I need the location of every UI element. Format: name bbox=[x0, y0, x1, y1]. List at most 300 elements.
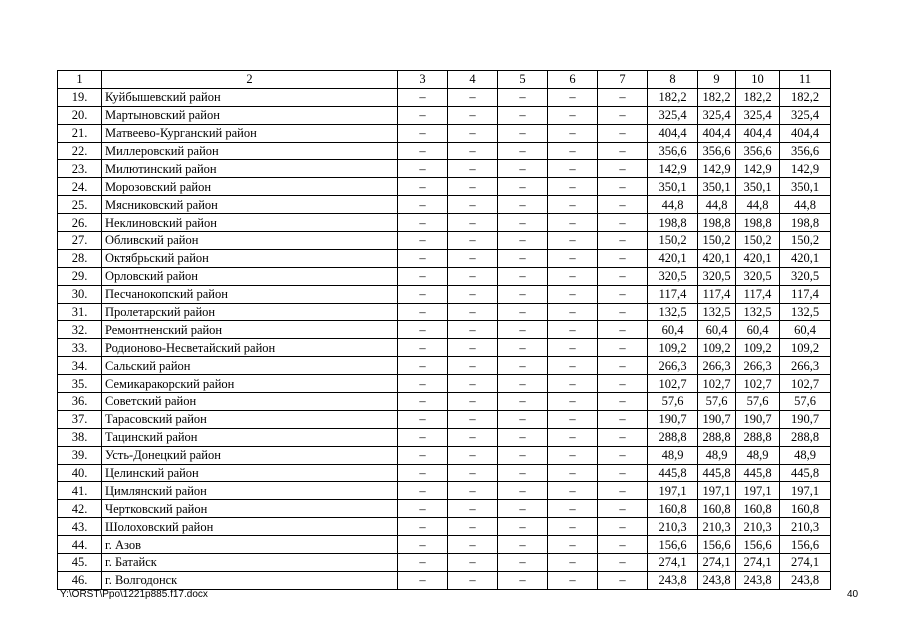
value-cell: 117,4 bbox=[648, 285, 698, 303]
value-cell: – bbox=[498, 410, 548, 428]
value-cell: – bbox=[398, 88, 448, 106]
value-cell: – bbox=[498, 571, 548, 589]
value-cell: – bbox=[548, 339, 598, 357]
value-cell: – bbox=[598, 571, 648, 589]
value-cell: – bbox=[498, 267, 548, 285]
district-name-cell: Мартыновский район bbox=[102, 106, 398, 124]
value-cell: 288,8 bbox=[736, 428, 780, 446]
value-cell: 210,3 bbox=[736, 518, 780, 536]
district-name-cell: Советский район bbox=[102, 393, 398, 411]
value-cell: – bbox=[498, 554, 548, 572]
value-cell: – bbox=[548, 249, 598, 267]
table-row bbox=[58, 285, 831, 303]
value-cell: – bbox=[498, 464, 548, 482]
value-cell: 350,1 bbox=[698, 178, 736, 196]
row-number-cell: 33. bbox=[58, 339, 102, 357]
value-cell: – bbox=[598, 232, 648, 250]
row-number-cell: 38. bbox=[58, 428, 102, 446]
value-cell: 197,1 bbox=[780, 482, 831, 500]
district-name-cell: Милютинский район bbox=[102, 160, 398, 178]
value-cell: 160,8 bbox=[648, 500, 698, 518]
district-name-cell: Ремонтненский район bbox=[102, 321, 398, 339]
value-cell: 182,2 bbox=[648, 88, 698, 106]
value-cell: – bbox=[548, 106, 598, 124]
value-cell: 198,8 bbox=[736, 214, 780, 232]
value-cell: 266,3 bbox=[780, 357, 831, 375]
value-cell: – bbox=[598, 285, 648, 303]
value-cell: – bbox=[448, 446, 498, 464]
value-cell: – bbox=[498, 536, 548, 554]
value-cell: 445,8 bbox=[648, 464, 698, 482]
row-number-cell: 46. bbox=[58, 571, 102, 589]
value-cell: – bbox=[398, 500, 448, 518]
value-cell: – bbox=[448, 393, 498, 411]
value-cell: – bbox=[398, 321, 448, 339]
value-cell: 210,3 bbox=[648, 518, 698, 536]
table-row bbox=[58, 554, 831, 572]
page-number: 40 bbox=[847, 589, 859, 600]
value-cell: 117,4 bbox=[736, 285, 780, 303]
value-cell: – bbox=[598, 106, 648, 124]
value-cell: – bbox=[498, 357, 548, 375]
column-header: 11 bbox=[780, 71, 831, 89]
table-row bbox=[58, 464, 831, 482]
row-number-cell: 34. bbox=[58, 357, 102, 375]
value-cell: – bbox=[598, 249, 648, 267]
row-number-cell: 45. bbox=[58, 554, 102, 572]
value-cell: – bbox=[398, 106, 448, 124]
district-name-cell: г. Волгодонск bbox=[102, 571, 398, 589]
value-cell: 274,1 bbox=[780, 554, 831, 572]
value-cell: 320,5 bbox=[780, 267, 831, 285]
column-header: 9 bbox=[698, 71, 736, 89]
value-cell: – bbox=[398, 196, 448, 214]
value-cell: – bbox=[398, 285, 448, 303]
value-cell: – bbox=[448, 375, 498, 393]
district-name-cell: Семикаракорский район bbox=[102, 375, 398, 393]
value-cell: 102,7 bbox=[780, 375, 831, 393]
value-cell: – bbox=[498, 124, 548, 142]
value-cell: – bbox=[398, 410, 448, 428]
value-cell: – bbox=[498, 285, 548, 303]
value-cell: – bbox=[598, 339, 648, 357]
value-cell: – bbox=[548, 446, 598, 464]
value-cell: 198,8 bbox=[648, 214, 698, 232]
value-cell: 420,1 bbox=[698, 249, 736, 267]
value-cell: – bbox=[548, 232, 598, 250]
table-row bbox=[58, 500, 831, 518]
value-cell: 288,8 bbox=[698, 428, 736, 446]
value-cell: 190,7 bbox=[698, 410, 736, 428]
table-row bbox=[58, 536, 831, 554]
value-cell: 274,1 bbox=[648, 554, 698, 572]
value-cell: – bbox=[548, 178, 598, 196]
value-cell: 60,4 bbox=[698, 321, 736, 339]
value-cell: – bbox=[548, 482, 598, 500]
value-cell: – bbox=[398, 339, 448, 357]
value-cell: – bbox=[498, 500, 548, 518]
row-number-cell: 30. bbox=[58, 285, 102, 303]
district-name-cell: Сальский район bbox=[102, 357, 398, 375]
district-name-cell: Пролетарский район bbox=[102, 303, 398, 321]
value-cell: 266,3 bbox=[648, 357, 698, 375]
value-cell: – bbox=[498, 249, 548, 267]
value-cell: – bbox=[598, 178, 648, 196]
table-row bbox=[58, 321, 831, 339]
value-cell: 102,7 bbox=[736, 375, 780, 393]
value-cell: 156,6 bbox=[648, 536, 698, 554]
value-cell: – bbox=[498, 482, 548, 500]
row-number-cell: 35. bbox=[58, 375, 102, 393]
value-cell: – bbox=[448, 214, 498, 232]
value-cell: 132,5 bbox=[780, 303, 831, 321]
table-row bbox=[58, 142, 831, 160]
row-number-cell: 39. bbox=[58, 446, 102, 464]
value-cell: – bbox=[498, 446, 548, 464]
value-cell: 288,8 bbox=[780, 428, 831, 446]
value-cell: – bbox=[598, 124, 648, 142]
row-number-cell: 27. bbox=[58, 232, 102, 250]
value-cell: – bbox=[598, 357, 648, 375]
value-cell: – bbox=[398, 518, 448, 536]
value-cell: 320,5 bbox=[648, 267, 698, 285]
row-number-cell: 44. bbox=[58, 536, 102, 554]
value-cell: 60,4 bbox=[780, 321, 831, 339]
row-number-cell: 41. bbox=[58, 482, 102, 500]
district-name-cell: Обливский район bbox=[102, 232, 398, 250]
value-cell: – bbox=[448, 536, 498, 554]
value-cell: 150,2 bbox=[698, 232, 736, 250]
value-cell: – bbox=[398, 249, 448, 267]
table-row bbox=[58, 196, 831, 214]
table-row bbox=[58, 518, 831, 536]
value-cell: 57,6 bbox=[698, 393, 736, 411]
value-cell: – bbox=[548, 357, 598, 375]
value-cell: 198,8 bbox=[780, 214, 831, 232]
value-cell: – bbox=[448, 339, 498, 357]
value-cell: 356,6 bbox=[698, 142, 736, 160]
value-cell: 60,4 bbox=[736, 321, 780, 339]
value-cell: 150,2 bbox=[736, 232, 780, 250]
table-row bbox=[58, 375, 831, 393]
value-cell: – bbox=[598, 464, 648, 482]
value-cell: 156,6 bbox=[698, 536, 736, 554]
value-cell: 356,6 bbox=[780, 142, 831, 160]
value-cell: 243,8 bbox=[736, 571, 780, 589]
district-name-cell: Тарасовский район bbox=[102, 410, 398, 428]
value-cell: 60,4 bbox=[648, 321, 698, 339]
value-cell: – bbox=[598, 410, 648, 428]
value-cell: 57,6 bbox=[736, 393, 780, 411]
value-cell: 142,9 bbox=[698, 160, 736, 178]
table-row bbox=[58, 339, 831, 357]
value-cell: – bbox=[598, 375, 648, 393]
table-row bbox=[58, 88, 831, 106]
value-cell: – bbox=[498, 196, 548, 214]
value-cell: – bbox=[498, 339, 548, 357]
value-cell: – bbox=[398, 571, 448, 589]
value-cell: – bbox=[598, 160, 648, 178]
value-cell: – bbox=[448, 160, 498, 178]
value-cell: – bbox=[398, 303, 448, 321]
value-cell: 44,8 bbox=[648, 196, 698, 214]
table-row bbox=[58, 393, 831, 411]
district-name-cell: Морозовский район bbox=[102, 178, 398, 196]
district-name-cell: Мясниковский район bbox=[102, 196, 398, 214]
value-cell: 325,4 bbox=[648, 106, 698, 124]
value-cell: – bbox=[398, 178, 448, 196]
value-cell: – bbox=[548, 554, 598, 572]
value-cell: – bbox=[548, 124, 598, 142]
value-cell: – bbox=[398, 267, 448, 285]
row-number-cell: 26. bbox=[58, 214, 102, 232]
value-cell: – bbox=[598, 536, 648, 554]
value-cell: 350,1 bbox=[736, 178, 780, 196]
value-cell: – bbox=[598, 446, 648, 464]
value-cell: 142,9 bbox=[736, 160, 780, 178]
value-cell: 445,8 bbox=[698, 464, 736, 482]
value-cell: – bbox=[398, 357, 448, 375]
district-name-cell: Куйбышевский район bbox=[102, 88, 398, 106]
value-cell: – bbox=[598, 303, 648, 321]
value-cell: 44,8 bbox=[780, 196, 831, 214]
row-number-cell: 36. bbox=[58, 393, 102, 411]
value-cell: 243,8 bbox=[698, 571, 736, 589]
value-cell: – bbox=[598, 321, 648, 339]
value-cell: 325,4 bbox=[736, 106, 780, 124]
value-cell: – bbox=[498, 88, 548, 106]
value-cell: 197,1 bbox=[698, 482, 736, 500]
value-cell: 445,8 bbox=[736, 464, 780, 482]
value-cell: – bbox=[398, 160, 448, 178]
row-number-cell: 28. bbox=[58, 249, 102, 267]
value-cell: – bbox=[548, 142, 598, 160]
value-cell: – bbox=[548, 214, 598, 232]
value-cell: 266,3 bbox=[736, 357, 780, 375]
value-cell: – bbox=[498, 232, 548, 250]
row-number-cell: 43. bbox=[58, 518, 102, 536]
value-cell: 404,4 bbox=[780, 124, 831, 142]
column-header: 7 bbox=[598, 71, 648, 89]
table-header-row bbox=[58, 71, 831, 89]
value-cell: – bbox=[498, 518, 548, 536]
value-cell: – bbox=[548, 285, 598, 303]
district-name-cell: Тацинский район bbox=[102, 428, 398, 446]
value-cell: 48,9 bbox=[780, 446, 831, 464]
value-cell: – bbox=[398, 554, 448, 572]
value-cell: 132,5 bbox=[648, 303, 698, 321]
value-cell: – bbox=[448, 285, 498, 303]
value-cell: – bbox=[498, 160, 548, 178]
value-cell: 243,8 bbox=[780, 571, 831, 589]
value-cell: 190,7 bbox=[648, 410, 698, 428]
value-cell: – bbox=[548, 518, 598, 536]
district-name-cell: Миллеровский район bbox=[102, 142, 398, 160]
value-cell: 197,1 bbox=[736, 482, 780, 500]
value-cell: 404,4 bbox=[698, 124, 736, 142]
table-row bbox=[58, 267, 831, 285]
value-cell: 117,4 bbox=[698, 285, 736, 303]
value-cell: – bbox=[398, 464, 448, 482]
value-cell: – bbox=[448, 267, 498, 285]
value-cell: – bbox=[498, 178, 548, 196]
table-row bbox=[58, 124, 831, 142]
value-cell: 150,2 bbox=[780, 232, 831, 250]
column-header: 4 bbox=[448, 71, 498, 89]
footer-file-path: Y:\ORST\Ppo\1221p885.f17.docx bbox=[60, 589, 208, 600]
value-cell: – bbox=[498, 106, 548, 124]
value-cell: – bbox=[548, 428, 598, 446]
district-name-cell: Матвеево-Курганский район bbox=[102, 124, 398, 142]
value-cell: 274,1 bbox=[736, 554, 780, 572]
value-cell: 48,9 bbox=[648, 446, 698, 464]
district-name-cell: Неклиновский район bbox=[102, 214, 398, 232]
value-cell: 57,6 bbox=[648, 393, 698, 411]
value-cell: – bbox=[448, 142, 498, 160]
district-name-cell: Орловский район bbox=[102, 267, 398, 285]
value-cell: – bbox=[598, 267, 648, 285]
row-number-cell: 24. bbox=[58, 178, 102, 196]
value-cell: 132,5 bbox=[698, 303, 736, 321]
value-cell: – bbox=[448, 232, 498, 250]
table-row bbox=[58, 357, 831, 375]
value-cell: – bbox=[448, 303, 498, 321]
table-row bbox=[58, 428, 831, 446]
value-cell: – bbox=[398, 375, 448, 393]
column-header: 1 bbox=[58, 71, 102, 89]
value-cell: 160,8 bbox=[736, 500, 780, 518]
row-number-cell: 37. bbox=[58, 410, 102, 428]
value-cell: – bbox=[598, 500, 648, 518]
district-name-cell: г. Батайск bbox=[102, 554, 398, 572]
value-cell: – bbox=[398, 428, 448, 446]
value-cell: – bbox=[398, 142, 448, 160]
table-row bbox=[58, 178, 831, 196]
value-cell: – bbox=[598, 88, 648, 106]
value-cell: – bbox=[398, 536, 448, 554]
value-cell: 325,4 bbox=[698, 106, 736, 124]
value-cell: 150,2 bbox=[648, 232, 698, 250]
value-cell: – bbox=[448, 518, 498, 536]
value-cell: – bbox=[398, 124, 448, 142]
value-cell: – bbox=[598, 214, 648, 232]
value-cell: 320,5 bbox=[736, 267, 780, 285]
value-cell: – bbox=[548, 303, 598, 321]
value-cell: – bbox=[498, 321, 548, 339]
row-number-cell: 31. bbox=[58, 303, 102, 321]
value-cell: 325,4 bbox=[780, 106, 831, 124]
value-cell: – bbox=[598, 428, 648, 446]
value-cell: 102,7 bbox=[698, 375, 736, 393]
value-cell: 350,1 bbox=[648, 178, 698, 196]
row-number-cell: 42. bbox=[58, 500, 102, 518]
row-number-cell: 40. bbox=[58, 464, 102, 482]
value-cell: 142,9 bbox=[648, 160, 698, 178]
column-header: 2 bbox=[102, 71, 398, 89]
value-cell: 356,6 bbox=[736, 142, 780, 160]
value-cell: – bbox=[598, 518, 648, 536]
district-name-cell: Шолоховский район bbox=[102, 518, 398, 536]
value-cell: 266,3 bbox=[698, 357, 736, 375]
value-cell: – bbox=[448, 428, 498, 446]
row-number-cell: 19. bbox=[58, 88, 102, 106]
value-cell: 160,8 bbox=[780, 500, 831, 518]
row-number-cell: 23. bbox=[58, 160, 102, 178]
value-cell: 198,8 bbox=[698, 214, 736, 232]
value-cell: – bbox=[448, 482, 498, 500]
table-row bbox=[58, 106, 831, 124]
value-cell: 109,2 bbox=[698, 339, 736, 357]
value-cell: – bbox=[448, 357, 498, 375]
table-row bbox=[58, 303, 831, 321]
value-cell: – bbox=[448, 410, 498, 428]
column-header: 5 bbox=[498, 71, 548, 89]
value-cell: – bbox=[498, 375, 548, 393]
value-cell: – bbox=[448, 88, 498, 106]
value-cell: – bbox=[448, 321, 498, 339]
value-cell: 102,7 bbox=[648, 375, 698, 393]
value-cell: 156,6 bbox=[736, 536, 780, 554]
district-name-cell: Усть-Донецкий район bbox=[102, 446, 398, 464]
value-cell: – bbox=[548, 410, 598, 428]
table-row bbox=[58, 410, 831, 428]
value-cell: 48,9 bbox=[736, 446, 780, 464]
value-cell: – bbox=[548, 88, 598, 106]
district-name-cell: Октябрьский район bbox=[102, 249, 398, 267]
value-cell: 356,6 bbox=[648, 142, 698, 160]
value-cell: 210,3 bbox=[780, 518, 831, 536]
value-cell: 48,9 bbox=[698, 446, 736, 464]
value-cell: – bbox=[548, 464, 598, 482]
table-row bbox=[58, 160, 831, 178]
value-cell: – bbox=[598, 196, 648, 214]
value-cell: 142,9 bbox=[780, 160, 831, 178]
column-header: 8 bbox=[648, 71, 698, 89]
district-name-cell: Цимлянский район bbox=[102, 482, 398, 500]
value-cell: 197,1 bbox=[648, 482, 698, 500]
value-cell: – bbox=[448, 178, 498, 196]
value-cell: – bbox=[498, 303, 548, 321]
value-cell: – bbox=[398, 446, 448, 464]
value-cell: 156,6 bbox=[780, 536, 831, 554]
table-row bbox=[58, 446, 831, 464]
value-cell: – bbox=[448, 196, 498, 214]
value-cell: 132,5 bbox=[736, 303, 780, 321]
value-cell: – bbox=[498, 142, 548, 160]
value-cell: – bbox=[548, 321, 598, 339]
value-cell: 420,1 bbox=[648, 249, 698, 267]
table-row bbox=[58, 571, 831, 589]
value-cell: – bbox=[448, 249, 498, 267]
table-body bbox=[58, 71, 831, 590]
value-cell: 190,7 bbox=[736, 410, 780, 428]
value-cell: – bbox=[548, 196, 598, 214]
value-cell: 445,8 bbox=[780, 464, 831, 482]
value-cell: 57,6 bbox=[780, 393, 831, 411]
value-cell: – bbox=[448, 124, 498, 142]
value-cell: – bbox=[548, 571, 598, 589]
value-cell: 404,4 bbox=[648, 124, 698, 142]
value-cell: – bbox=[398, 393, 448, 411]
value-cell: – bbox=[448, 500, 498, 518]
value-cell: – bbox=[448, 106, 498, 124]
value-cell: – bbox=[598, 482, 648, 500]
row-number-cell: 22. bbox=[58, 142, 102, 160]
column-header: 3 bbox=[398, 71, 448, 89]
value-cell: – bbox=[498, 214, 548, 232]
value-cell: 109,2 bbox=[648, 339, 698, 357]
row-number-cell: 32. bbox=[58, 321, 102, 339]
